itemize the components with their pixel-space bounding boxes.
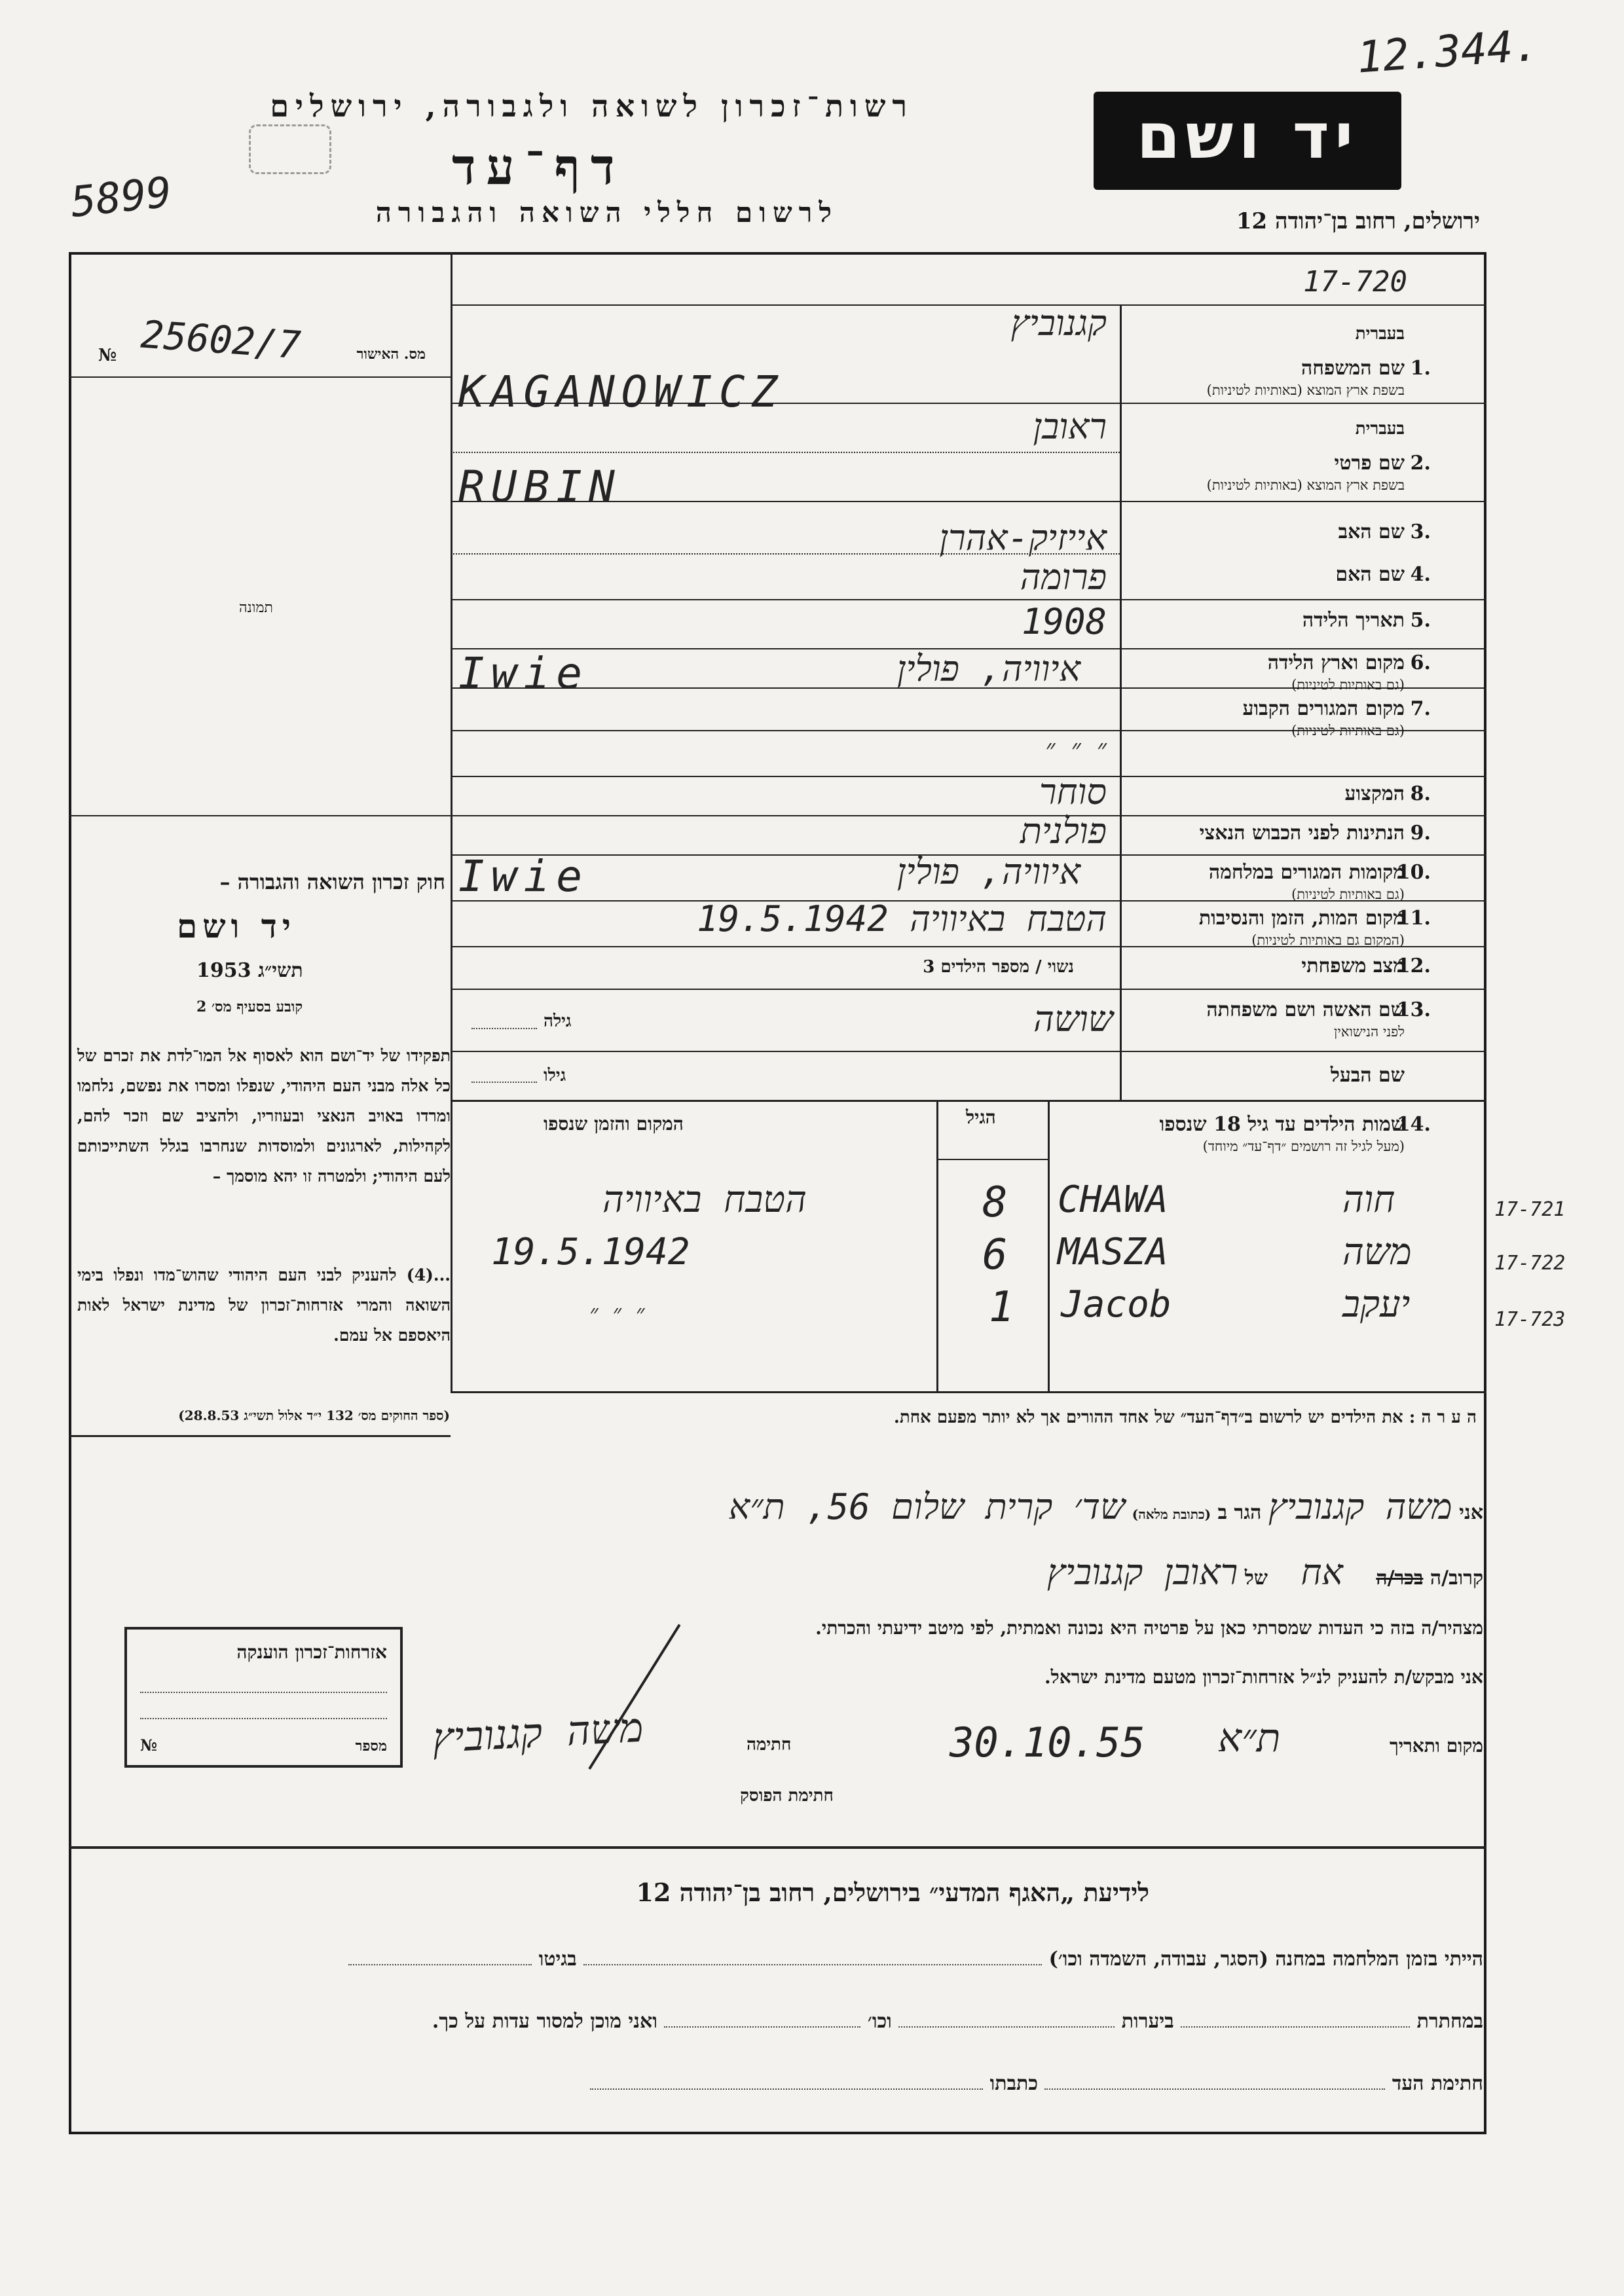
row-line-12 xyxy=(451,989,1486,990)
field-2-label-text: שם פרטי xyxy=(1334,452,1405,475)
field-1-value-hebrew: קגנוביץ xyxy=(1010,302,1107,344)
field-9-label: הנתינות לפני הכבוש הנאצי xyxy=(1199,822,1405,845)
child-1-code: 17-721 xyxy=(1494,1198,1566,1221)
field-10-number: 10. xyxy=(1396,861,1431,884)
field-7-value: ״ ״ ״ xyxy=(1045,734,1107,764)
field-6-label xyxy=(1064,651,1405,693)
field-2-sub: בשפת ארץ המוצא (באותיות לטיניות) xyxy=(1206,477,1405,493)
children-header-line xyxy=(936,1159,1048,1160)
child-2-age: 6 xyxy=(982,1231,1008,1279)
row-line-3 xyxy=(451,599,1486,600)
field-4-label: שם האם xyxy=(1335,563,1405,586)
field-4-value: פרומה xyxy=(1020,556,1107,598)
registration-no-label: № xyxy=(98,346,117,365)
field-1-sub: בשפת ארץ המוצא (באותיות לטיניות) xyxy=(1206,382,1405,398)
field-2-number: 2. xyxy=(1410,452,1431,475)
field-1-number: 1. xyxy=(1410,357,1431,380)
form-subtitle: לרשום חללי השואה והגבורה xyxy=(375,196,838,228)
footer-row-2 xyxy=(206,2010,1483,2033)
declaration-residing-label: הגר ב xyxy=(1217,1501,1262,1524)
field-1-label-text: שם המשפחה xyxy=(1301,357,1405,380)
field-2-value-hebrew: ראובן xyxy=(1033,406,1107,447)
citizenship-box xyxy=(124,1627,403,1768)
declaration-line-1 xyxy=(501,1486,1483,1527)
field-12-label: מצב משפחתי xyxy=(1301,955,1405,977)
field-3-number: 3. xyxy=(1410,520,1431,543)
footer-testimony-label: ואני מוכן למסור עדות על כך. xyxy=(432,2010,657,2033)
field-12-number: 12. xyxy=(1396,955,1431,977)
husband-age-label: גילו xyxy=(544,1066,566,1085)
footer-camp-label: הייתי בזמן המלחמה במחנה (הסגר, עבודה, השמדה וכו׳) xyxy=(1048,1948,1483,1971)
officer-signature-label: חתימת הפוסק xyxy=(740,1786,834,1806)
declaration-relation-label: בכר/ה xyxy=(1376,1567,1424,1590)
yad-vashem-logo xyxy=(1094,92,1401,190)
children-title xyxy=(1038,1113,1405,1155)
law-text-2: ...(4) להעניק לבני העם היהודי שהוש־מדו ונפלו בימי השואה והמרי אזרחות־זכרון של מדינת ישראל לאות היאספם אל עמם. xyxy=(77,1266,451,1345)
footer-ghetto-label: בגיטו xyxy=(538,1948,577,1971)
declaration-i-label: אני xyxy=(1459,1501,1483,1524)
footer-row-3 xyxy=(206,2072,1483,2095)
place-value: ת״א xyxy=(1218,1715,1281,1761)
child-3-age: 1 xyxy=(989,1283,1014,1332)
field-7-number: 7. xyxy=(1410,697,1431,720)
child-1-place: הטבח באיוויה xyxy=(602,1178,807,1221)
field-7-label xyxy=(1064,697,1405,739)
note-top-line-left xyxy=(69,1435,451,1437)
law-title: חוק זכרון השואה והגבורה – xyxy=(219,869,445,894)
children-col-divider-2 xyxy=(936,1100,938,1391)
footer-camp-line xyxy=(583,1964,1042,1965)
field-7-label-text: מקום המגורים הקבוע xyxy=(1242,697,1405,720)
children-title-sub: (מעל לגיל זה רושמים ״דף־עד״ מיוחד) xyxy=(1202,1139,1405,1154)
citizenship-box-number-label: מספר xyxy=(355,1738,387,1755)
children-title-text: שמות הילדים עד גיל 18 שנספו xyxy=(1159,1113,1405,1136)
declaration-line-3: מצהיר/ה בזה כי העדות שמסרתי כאן על פרטיה היא נכונה ואמתית, לפי מיטב ידיעתי והכרתי. xyxy=(815,1617,1483,1639)
child-1-name-latin: CHAWA xyxy=(1058,1178,1168,1221)
footer-underground-label: במחתרת xyxy=(1416,2010,1483,2033)
husband-label: שם הבעל xyxy=(1330,1064,1405,1087)
logo-text: יד ושם xyxy=(1136,100,1359,173)
registration-label: מס. האישור xyxy=(356,346,426,363)
child-3-name-latin: Jacob xyxy=(1061,1283,1172,1326)
field-11-number: 11. xyxy=(1396,907,1431,930)
footer-forests-line xyxy=(898,2026,1115,2028)
declaration-declarant-name: משה קגנוביץ xyxy=(1268,1486,1452,1527)
field-13-value: שושה xyxy=(1033,998,1113,1040)
child-2-code: 17-722 xyxy=(1494,1252,1566,1275)
law-reference: (ספר החוקים מס׳ 132 י״ד אלול תשי״ג 28.8.53) xyxy=(178,1408,450,1423)
signature-label: חתימה xyxy=(747,1735,792,1755)
law-clause: קובע בסעיף מס׳ 2 xyxy=(196,998,303,1015)
law-year: תשי״ג 1953 xyxy=(196,959,303,982)
field-6-sub: (גם באותיות לטיניות) xyxy=(1291,677,1405,693)
footer-etc-line xyxy=(664,2026,860,2028)
photo-label: תמונה xyxy=(239,600,273,616)
declaration-line-2 xyxy=(501,1552,1483,1593)
row-line-13 xyxy=(451,1051,1486,1052)
stamp-mark xyxy=(249,124,331,174)
field-11-label-text: מקום המות, הזמן והנסיבות xyxy=(1198,907,1405,930)
field-2-value-latin: RUBIN xyxy=(458,462,621,512)
declaration-victim-name: ראובן קגנוביץ xyxy=(1046,1552,1238,1593)
footer-witness-signature-line xyxy=(1044,2088,1385,2090)
field-6-number: 6. xyxy=(1410,651,1431,674)
field-11-label xyxy=(1064,907,1405,949)
field-6-label-text: מקום וארץ הלידה xyxy=(1267,651,1405,674)
field-8-label: המקצוע xyxy=(1344,782,1405,805)
field-13-age-label: גילה xyxy=(544,1011,572,1031)
field-10-value: איוויה, פולין xyxy=(896,851,1080,892)
child-2-place: 19.5.1942 xyxy=(491,1231,690,1273)
signature-value: משה קגנוביץ xyxy=(431,1703,645,1762)
field-9-value: פולנית xyxy=(1020,811,1107,852)
children-place-header: המקום והזמן שנספו xyxy=(544,1113,684,1135)
field-5-label: תאריך הלידה xyxy=(1302,609,1405,632)
husband-age-line xyxy=(471,1082,537,1083)
field-3-label: שם האב xyxy=(1338,520,1405,543)
field-2-label xyxy=(1064,452,1405,494)
citizenship-box-title: אזרחות־זכרון הוענקה xyxy=(236,1641,387,1663)
stamp-number: 5899 xyxy=(68,168,174,227)
footer-ghetto-line xyxy=(348,1964,532,1965)
children-number: 14. xyxy=(1396,1113,1431,1136)
row-line-2b xyxy=(451,452,1120,453)
field-10-label-text: מקומות המגורים במלחמה xyxy=(1208,861,1405,884)
footer-row-1 xyxy=(206,1948,1483,1971)
children-age-header: הגיל xyxy=(966,1106,996,1128)
child-3-name-hebrew: יעקב xyxy=(1342,1283,1411,1326)
field-5-value: 1908 xyxy=(1021,601,1107,642)
date-value: 30.10.55 xyxy=(950,1719,1145,1766)
registration-value: 25602/7 xyxy=(139,312,303,368)
child-3-code: 17-723 xyxy=(1494,1308,1566,1331)
note-text: ה ע ר ה : את הילדים יש לרשום ב״דף־העד״ של אחד ההורים אך לא יותר מפעם אחת. xyxy=(893,1408,1477,1427)
footer-etc-label: וכו׳ xyxy=(867,2010,892,2033)
footer-top-line xyxy=(69,1846,1486,1849)
field-13-age-line xyxy=(471,1028,537,1029)
note-top-line xyxy=(451,1391,1486,1393)
citizenship-box-line-1 xyxy=(140,1692,387,1693)
field-1-label xyxy=(1064,357,1405,399)
child-1-name-hebrew: חוה xyxy=(1342,1178,1395,1221)
child-1-age: 8 xyxy=(982,1178,1008,1227)
field-13-number: 13. xyxy=(1396,998,1431,1021)
field-2-tag: בעברית xyxy=(1355,419,1405,439)
declaration-relation-value: אח xyxy=(1301,1552,1343,1593)
footer-witness-signature-label: חתימת העד xyxy=(1392,2072,1483,2095)
field-8-number: 8. xyxy=(1410,782,1431,805)
field-10-value-latin: Iwie xyxy=(458,851,589,902)
declaration-relative-label: קרוב/ה xyxy=(1430,1567,1483,1590)
authority-name: רשות־זכרון לשואה ולגבורה, ירושלים xyxy=(270,88,913,124)
footer-forests-label: ביערות xyxy=(1121,2010,1174,2033)
photo-top-line xyxy=(69,376,451,378)
child-2-name-hebrew: משה xyxy=(1342,1231,1412,1273)
child-3-place: ״ ״ ״ xyxy=(589,1300,645,1327)
child-2-name-latin: MASZA xyxy=(1058,1231,1168,1273)
field-13-label xyxy=(1064,998,1405,1040)
field-6-value-latin: Iwie xyxy=(458,648,589,699)
field-13-label-text: שם האשה ושם משפחתה xyxy=(1206,998,1405,1021)
footer-title: לידיעת „האגף המדעי״ בירושלים, רחוב בן־יהודה 12 xyxy=(636,1878,1149,1907)
field-12-value: נשוי / מספר הילדים 3 xyxy=(923,957,1074,977)
footer-address-line xyxy=(590,2088,983,2090)
place-date-label: מקום ותאריך xyxy=(1389,1735,1483,1757)
citizenship-box-line-2 xyxy=(140,1718,387,1719)
declaration-line-4: אני מבקש/ת להעניק לנ״ל אזרחות־זכרון מטעם מדינת ישראל. xyxy=(1044,1666,1483,1688)
photo-bottom-line xyxy=(69,815,451,816)
citizenship-box-no-label: № xyxy=(140,1736,158,1755)
field-8-value: סוחר xyxy=(1039,771,1107,812)
field-4-number: 4. xyxy=(1410,563,1431,586)
field-1-tag: בעברית xyxy=(1355,324,1405,344)
field-6-value: איוויה, פולין xyxy=(896,648,1080,689)
field-5-number: 5. xyxy=(1410,609,1431,632)
handwritten-top-number: 12.344. xyxy=(1355,20,1541,83)
field-10-label xyxy=(1064,861,1405,903)
address: ירושלים, רחוב בן־יהודה 12 xyxy=(1236,208,1480,234)
record-code: 17-720 xyxy=(1303,265,1407,299)
field-13-sub: לפני הנישואין xyxy=(1334,1024,1405,1040)
declaration-address-value: שד׳ קרית שלום 56, ת״א xyxy=(728,1486,1126,1527)
field-10-sub: (גם באותיות לטיניות) xyxy=(1291,886,1405,902)
field-3-value: אייזיק-אהרן xyxy=(939,517,1107,558)
form-title: דף־עד xyxy=(452,137,625,196)
field-11-sub: (המקום גם באותיות לטיניות) xyxy=(1251,932,1405,948)
field-1-value-latin: KAGANOWICZ xyxy=(458,367,784,417)
field-9-number: 9. xyxy=(1410,822,1431,845)
footer-address-label: כתבתו xyxy=(989,2072,1038,2095)
law-text-1: תפקידו של יד־ושם הוא לאסוף אל המו־לדת את זכרם של כל אלה מבני העם היהודי, שנפלו ומסרו את נפשם, נלחמו ומרדו באויב הנאצי ובעוזריו, ולהציב שם וזכר להם, לקהילות, לארגונים ולמוסדות שנחרבו בגלל השתייכותם לעם היהודי; ולמטרה זו יהא מוסמך – xyxy=(77,1046,451,1186)
declaration-of-label: של xyxy=(1244,1567,1268,1590)
field-11-value: הטבח באיוויה 19.5.1942 xyxy=(697,898,1107,939)
footer-underground-line xyxy=(1181,2026,1410,2028)
field-7-sub: (גם באותיות לטיניות) xyxy=(1291,723,1405,738)
row-line-14 xyxy=(451,1100,1486,1102)
law-name: יד ושם xyxy=(177,907,296,945)
declaration-address-sub: (כתובת מלאה) xyxy=(1132,1506,1211,1522)
